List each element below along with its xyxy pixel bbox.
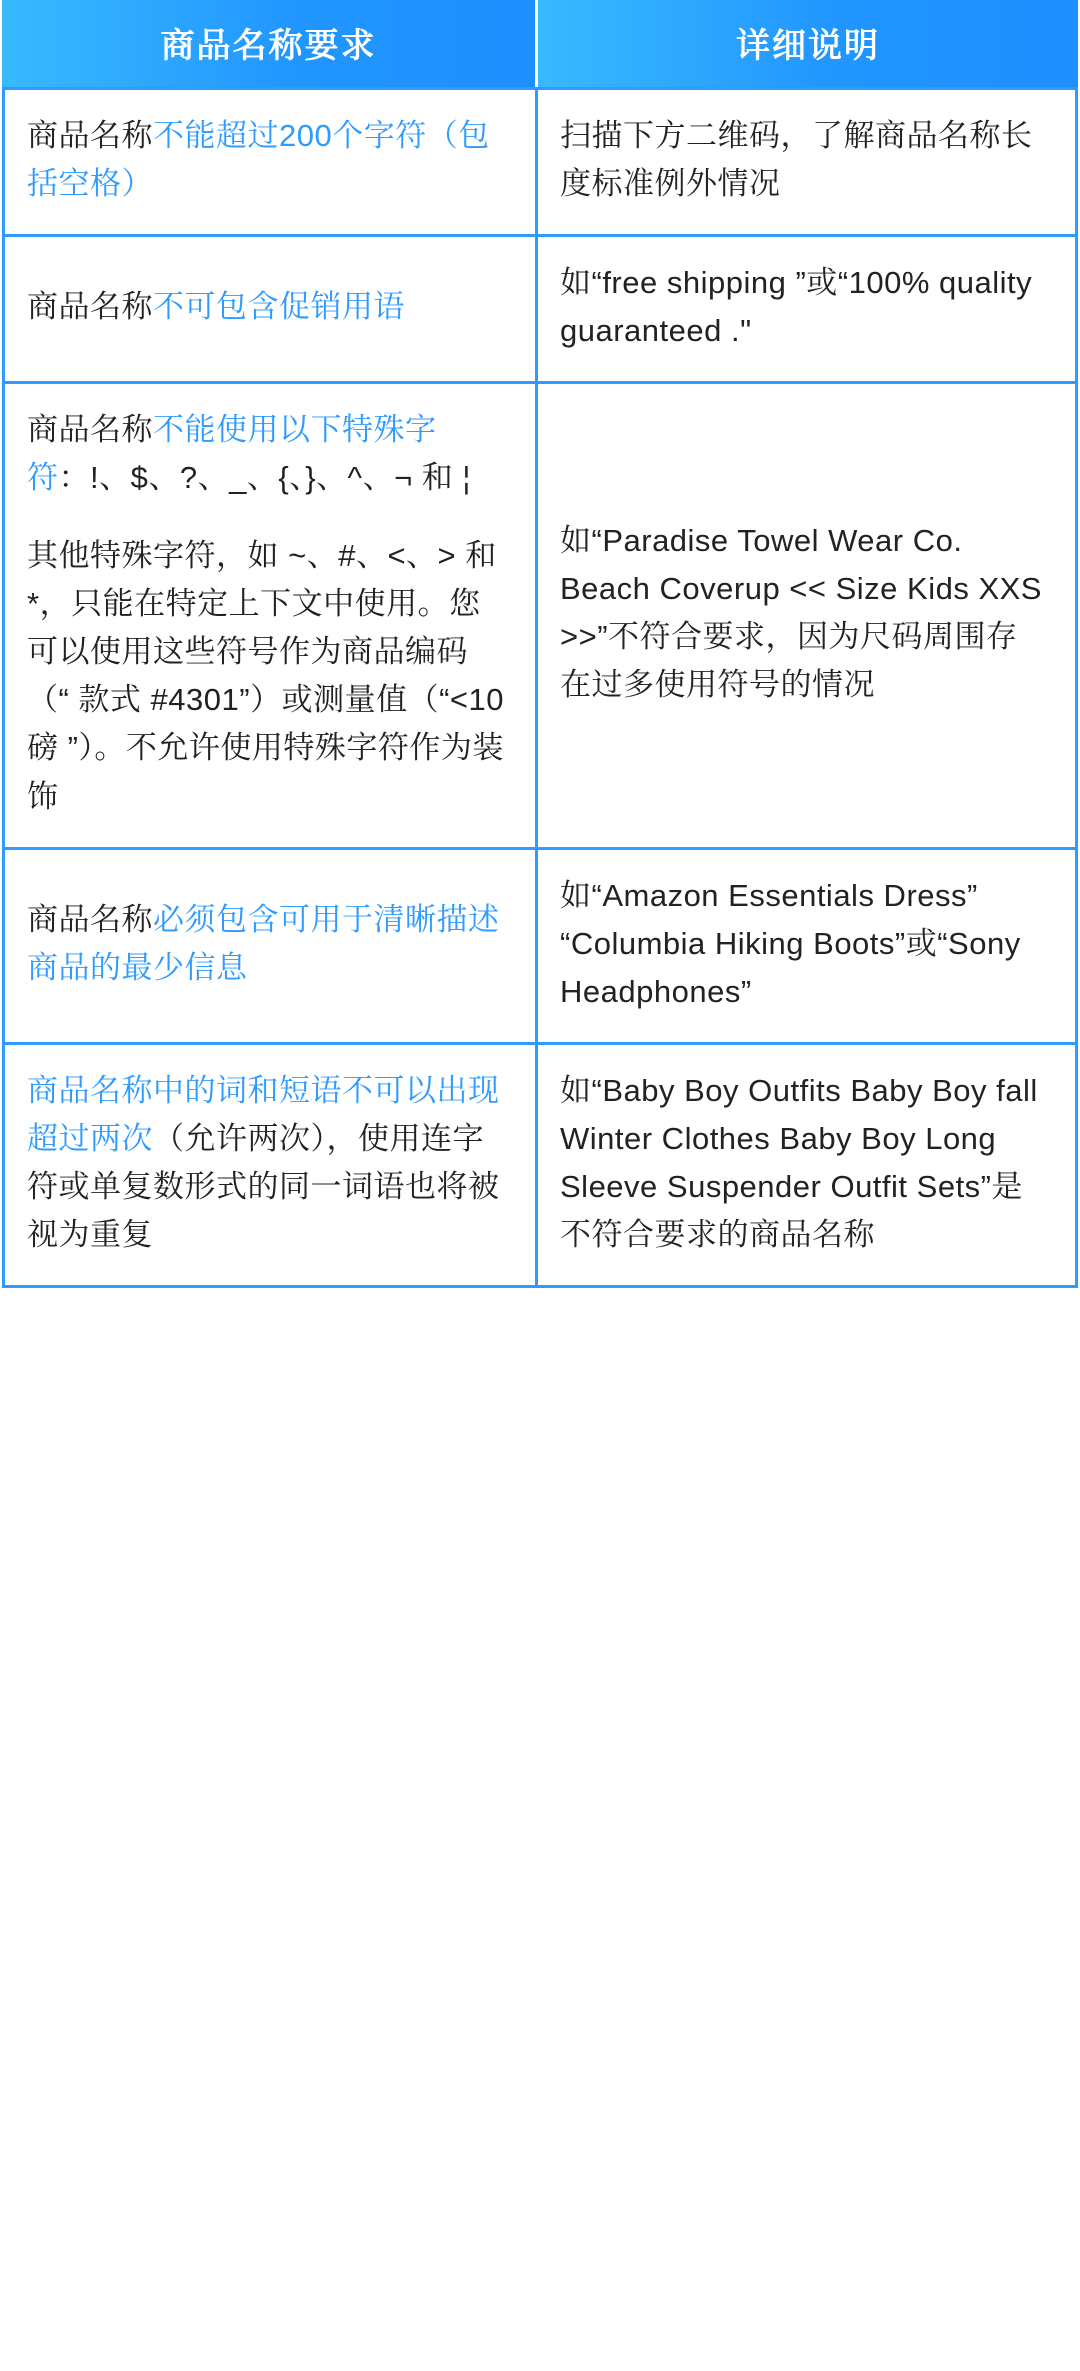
detail-cell-3: 如“Paradise Towel Wear Co. Beach Coverup << Size Kids XXS >>”不符合要求，因为尺码周围存在过多使用符号的情况	[538, 384, 1078, 849]
table-body	[2, 87, 1078, 1288]
table-header-row	[2, 0, 1078, 87]
requirement-text-5	[27, 1067, 509, 1259]
table-header	[2, 0, 1078, 87]
requirement-text-4	[27, 896, 509, 992]
table-row	[2, 850, 1078, 1045]
column-header-detail: 详细说明	[538, 0, 1078, 87]
requirement-prefix-1: 商品名称	[27, 118, 153, 153]
table-row	[2, 237, 1078, 384]
requirement-cell-4	[2, 850, 538, 1045]
detail-cell-1: 扫描下方二维码，了解商品名称长度标准例外情况	[538, 87, 1078, 237]
requirement-highlight-1: 不能超过200个字符（包括空格）	[27, 118, 490, 202]
requirement-cell-5	[2, 1045, 538, 1288]
column-header-requirement: 商品名称要求	[2, 0, 538, 87]
requirement-prefix-3: 商品名称	[27, 412, 153, 448]
requirement-text-3	[27, 406, 509, 502]
detail-cell-5: 如“Baby Boy Outfits Baby Boy fall Winter Clothes Baby Boy Long Sleeve Suspender Outfit Sets”是不符合要求的商品名称	[538, 1045, 1078, 1288]
requirement-cell-1	[2, 87, 538, 237]
requirement-prefix-2: 商品名称	[27, 289, 153, 325]
requirement-text-1	[27, 112, 509, 208]
requirement-suffix-5: （允许两次），使用连字符或单复数形式的同一词语也将被视为重复	[27, 1120, 500, 1252]
requirement-highlight-4: 必须包含可用于清晰描述商品的最少信息	[27, 901, 500, 985]
requirement-extra-3: 其他特殊字符，如 ~、#、<、> 和 *，只能在特定上下文中使用。您可以使用这些符号作为商品编码（“ 款式 #4301”）或测量值（“<10 磅 ”）。不允许使用特殊字符作为装饰	[27, 538, 504, 814]
requirement-cell-3	[2, 384, 538, 849]
table-row	[2, 87, 1078, 237]
requirement-highlight-5: 商品名称中的词和短语不可以出现超过两次	[27, 1072, 500, 1156]
detail-cell-2: 如“free shipping ”或“100% quality guaranteed ."	[538, 237, 1078, 384]
requirement-cell-2	[2, 237, 538, 384]
product-title-requirements-table	[2, 0, 1078, 1288]
table-row	[2, 1045, 1078, 1288]
table-row	[2, 384, 1078, 849]
detail-cell-4: 如“Amazon Essentials Dress”“Columbia Hiking Boots”或“Sony Headphones”	[538, 850, 1078, 1045]
requirement-highlight-3: 不能使用以下特殊字符	[27, 412, 437, 496]
requirement-highlight-2: 不可包含促销用语	[153, 289, 405, 325]
requirement-prefix-4: 商品名称	[27, 901, 153, 937]
requirement-text-2	[27, 283, 509, 331]
requirement-suffix-3: ：!、$、?、_、{、}、^、¬ 和 ¦	[58, 460, 471, 496]
